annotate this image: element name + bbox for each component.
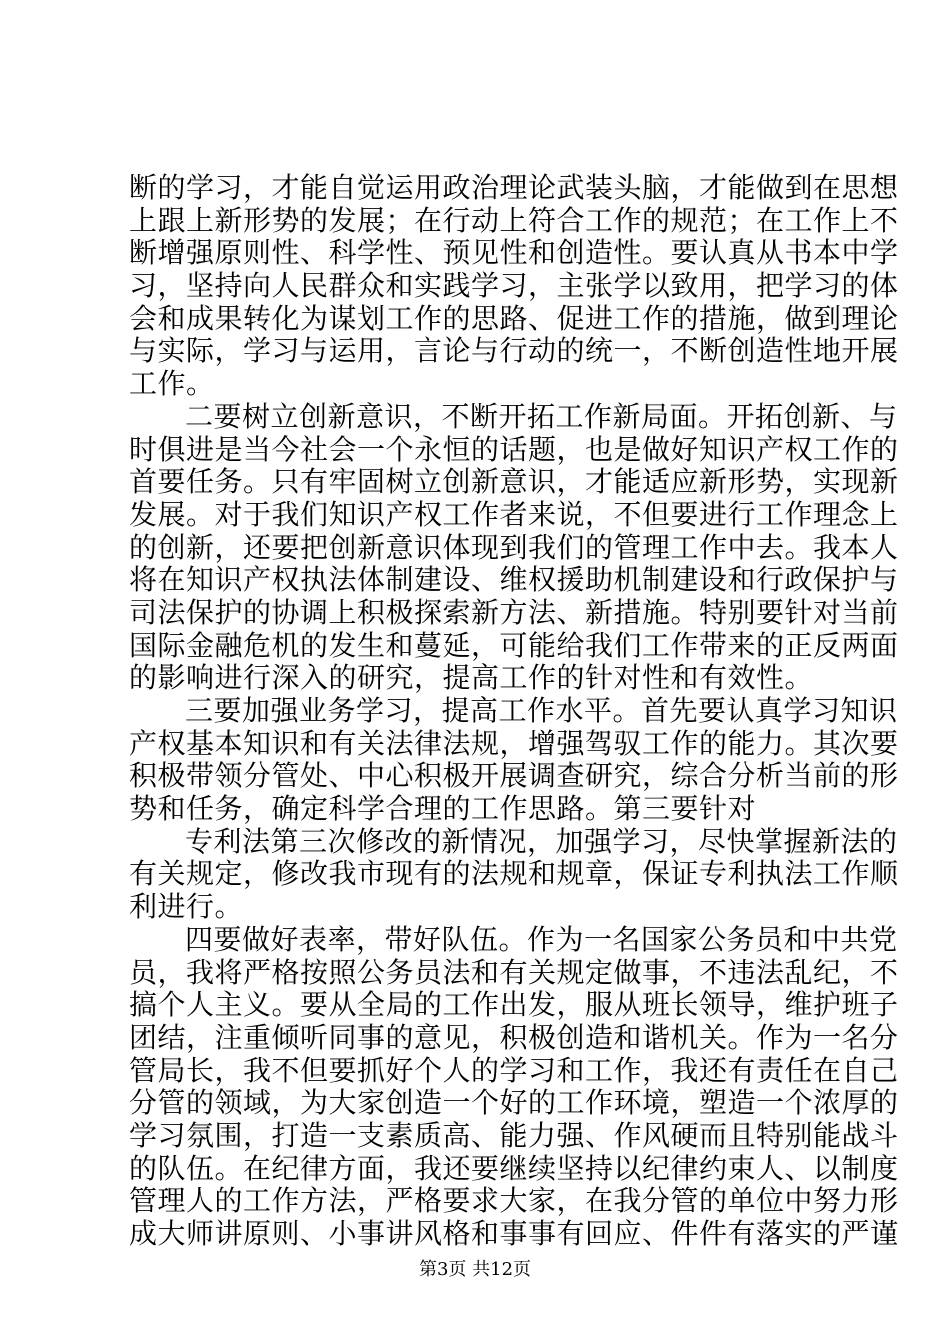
text-line: 上跟上新形势的发展；在行动上符合工作的规范；在工作上不 — [129, 203, 899, 237]
text-line: 时俱进是当今社会一个永恒的话题，也是做好知识产权工作的 — [129, 432, 899, 466]
text-line: 断的学习，才能自觉运用政治理论武装头脑，才能做到在思想 — [129, 171, 899, 204]
text-line: 员，我将严格按照公务员法和有关规定做事，不违法乱纪，不 — [129, 955, 899, 989]
text-line: 四要做好表率，带好队伍。作为一名国家公务员和中共党 — [185, 922, 898, 956]
document-body — [129, 171, 899, 1251]
text-line: 首要任务。只有牢固树立创新意识，才能适应新形势，实现新 — [129, 465, 899, 499]
text-line: 搞个人主义。要从全局的工作出发，服从班长领导，维护班子 — [129, 988, 899, 1022]
text-line: 团结，注重倾听同事的意见，积极创造和谐机关。作为一名分 — [129, 1020, 899, 1054]
text-line: 三要加强业务学习，提高工作水平。首先要认真学习知识 — [185, 694, 898, 727]
text-line: 势和任务，确定科学合理的工作思路。第三要针对 — [129, 792, 757, 826]
text-line: 的创新，还要把创新意识体现到我们的管理工作中去。我本人 — [129, 530, 899, 564]
text-line: 会和成果转化为谋划工作的思路、促进工作的措施，做到理论 — [129, 301, 899, 335]
text-line: 成大师讲原则、小事讲风格和事事有回应、件件有落实的严谨 — [129, 1217, 899, 1250]
text-line: 司法保护的协调上积极探索新方法、新措施。特别要针对当前 — [129, 595, 899, 629]
text-line: 分管的领域，为大家创造一个好的工作环境，塑造一个浓厚的 — [129, 1086, 899, 1120]
text-line: 断增强原则性、科学性、预见性和创造性。要认真从书本中学 — [129, 236, 899, 270]
text-line: 二要树立创新意识，不断开拓工作新局面。开拓创新、与 — [185, 399, 898, 433]
text-line: 管理人的工作方法，严格要求大家，在我分管的单位中努力形 — [129, 1184, 899, 1218]
text-line: 管局长，我不但要抓好个人的学习和工作，我还有责任在自己 — [129, 1053, 899, 1087]
text-line: 学习氛围，打造一支素质高、能力强、作风硬而且特别能战斗 — [129, 1118, 899, 1152]
text-line: 与实际，学习与运用，言论与行动的统一，不断创造性地开展 — [129, 334, 899, 368]
text-line: 利进行。 — [129, 890, 244, 924]
text-line: 积极带领分管处、中心积极开展调查研究，综合分析当前的形 — [129, 759, 899, 793]
text-line: 发展。对于我们知识产权工作者来说，不但要进行工作理念上 — [129, 497, 899, 531]
text-line: 工作。 — [129, 367, 215, 401]
text-line: 产权基本知识和有关法律法规，增强驾驭工作的能力。其次要 — [129, 726, 899, 760]
text-line: 的队伍。在纪律方面，我还要继续坚持以纪律约束人、以制度 — [129, 1151, 899, 1185]
text-line: 将在知识产权执法体制建设、维权援助机制建设和行政保护与 — [129, 563, 899, 597]
text-line: 习，坚持向人民群众和实践学习，主张学以致用，把学习的体 — [129, 269, 899, 303]
page-footer: 第3页 共12页 — [418, 1259, 532, 1280]
text-line: 国际金融危机的发生和蔓延，可能给我们工作带来的正反两面 — [129, 628, 899, 662]
text-line: 的影响进行深入的研究，提高工作的针对性和有效性。 — [129, 661, 814, 695]
text-line: 有关规定，修改我市现有的法规和规章，保证专利执法工作顺 — [129, 857, 899, 891]
text-line: 专利法第三次修改的新情况，加强学习，尽快掌握新法的 — [185, 824, 898, 858]
